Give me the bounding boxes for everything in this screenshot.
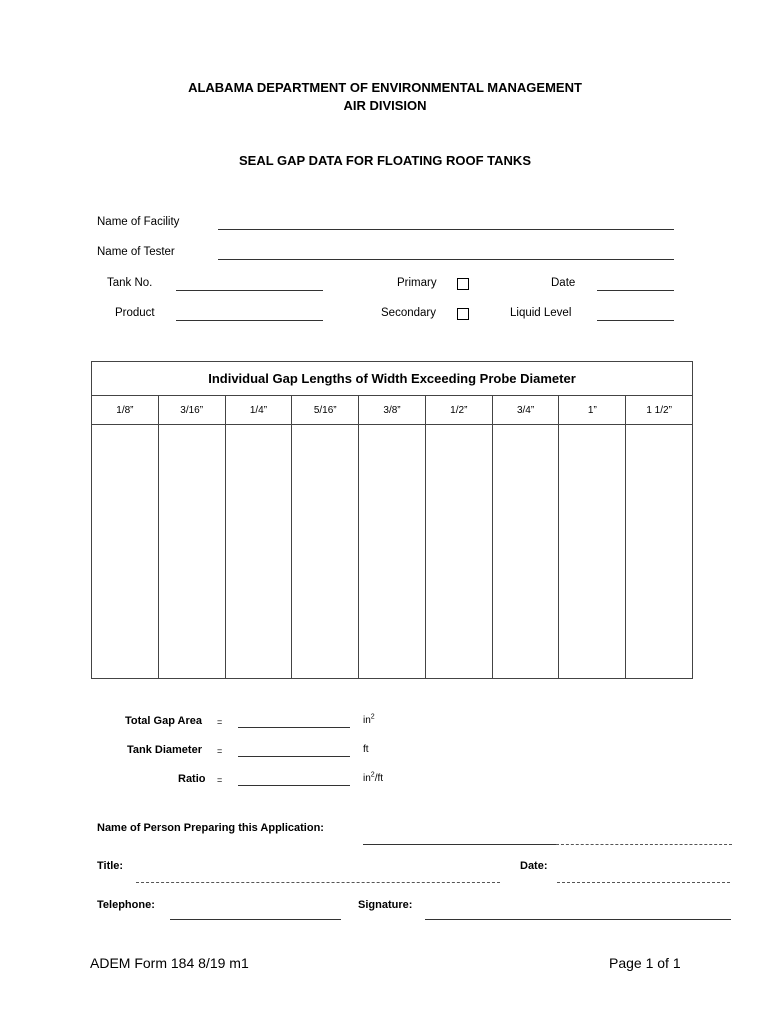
ratio-field[interactable] — [238, 785, 350, 786]
primary-checkbox[interactable] — [457, 278, 469, 290]
gap-column — [626, 396, 692, 678]
form-id: ADEM Form 184 8/19 m1 — [90, 955, 249, 971]
gap-length-table — [91, 361, 693, 679]
tester-field[interactable] — [218, 259, 674, 260]
telephone-label: Telephone: — [97, 899, 155, 911]
gap-column-header: 1/2” — [426, 396, 492, 425]
date-label: Date — [551, 277, 576, 289]
agency-heading: ALABAMA DEPARTMENT OF ENVIRONMENTAL MANAGEMENT — [188, 80, 582, 95]
signoff-date-label: Date: — [520, 860, 548, 872]
gap-column — [226, 396, 293, 678]
signature-field[interactable] — [425, 919, 731, 920]
product-label: Product — [115, 307, 155, 319]
primary-label: Primary — [397, 277, 437, 289]
gap-column-header: 1” — [559, 396, 625, 425]
gap-column — [92, 396, 159, 678]
preparer-label: Name of Person Preparing this Application: — [97, 822, 324, 834]
gap-column — [159, 396, 226, 678]
gap-column-header: 1 1/2” — [626, 396, 692, 425]
gap-column-entry-area[interactable] — [626, 425, 692, 678]
title-field[interactable] — [136, 882, 500, 883]
gap-column-entry-area[interactable] — [359, 425, 425, 678]
facility-label: Name of Facility — [97, 216, 180, 228]
total-gap-area-field[interactable] — [238, 727, 350, 728]
signoff-date-field[interactable] — [557, 882, 730, 883]
tank-diameter-unit: ft — [363, 744, 369, 755]
secondary-label: Secondary — [381, 307, 436, 319]
gap-column — [359, 396, 426, 678]
gap-column — [493, 396, 560, 678]
division-heading: AIR DIVISION — [343, 98, 427, 113]
gap-column-header: 1/8” — [92, 396, 158, 425]
liquid-level-field[interactable] — [597, 320, 674, 321]
equals-sign: = — [217, 746, 223, 756]
ratio-unit: $in^2/ft$ — [363, 771, 384, 784]
preparer-field-extension — [556, 844, 732, 845]
liquid-level-label: Liquid Level — [510, 307, 572, 319]
product-field[interactable] — [176, 320, 323, 321]
tank-diameter-label: Tank Diameter — [127, 744, 202, 756]
telephone-field[interactable] — [170, 919, 341, 920]
date-field[interactable] — [597, 290, 674, 291]
gap-column-entry-area[interactable] — [159, 425, 225, 678]
tank-no-label: Tank No. — [107, 277, 153, 289]
form-title: SEAL GAP DATA FOR FLOATING ROOF TANKS — [238, 153, 531, 168]
gap-column-entry-area[interactable] — [92, 425, 158, 678]
gap-column-header: 1/4” — [226, 396, 292, 425]
secondary-checkbox[interactable] — [457, 308, 469, 320]
signature-label: Signature: — [358, 899, 413, 911]
facility-field[interactable] — [218, 229, 674, 230]
equals-sign: = — [217, 717, 223, 727]
gap-column-header: 3/16” — [159, 396, 225, 425]
gap-column-entry-area[interactable] — [226, 425, 292, 678]
gap-column — [426, 396, 493, 678]
title-label: Title: — [97, 860, 124, 872]
gap-column-entry-area[interactable] — [559, 425, 625, 678]
tank-diameter-field[interactable] — [238, 756, 350, 757]
total-gap-area-label: Total Gap Area — [125, 715, 203, 727]
page-number: Page 1 of 1 — [609, 955, 681, 971]
total-gap-area-unit: $in^2$ — [363, 713, 375, 726]
gap-column — [292, 396, 359, 678]
gap-column-header: 3/4” — [493, 396, 559, 425]
gap-table-title: Individual Gap Lengths of Width Exceeding Probe Diameter — [92, 362, 692, 396]
tester-label: Name of Tester — [97, 246, 175, 258]
ratio-label: Ratio — [178, 773, 206, 785]
equals-sign: = — [217, 775, 223, 785]
tank-no-field[interactable] — [176, 290, 323, 291]
gap-column-entry-area[interactable] — [292, 425, 358, 678]
gap-column-header: 5/16” — [292, 396, 358, 425]
gap-column-entry-area[interactable] — [426, 425, 492, 678]
gap-column — [559, 396, 626, 678]
preparer-field[interactable] — [363, 844, 556, 845]
gap-column-header: 3/8” — [359, 396, 425, 425]
gap-column-entry-area[interactable] — [493, 425, 559, 678]
